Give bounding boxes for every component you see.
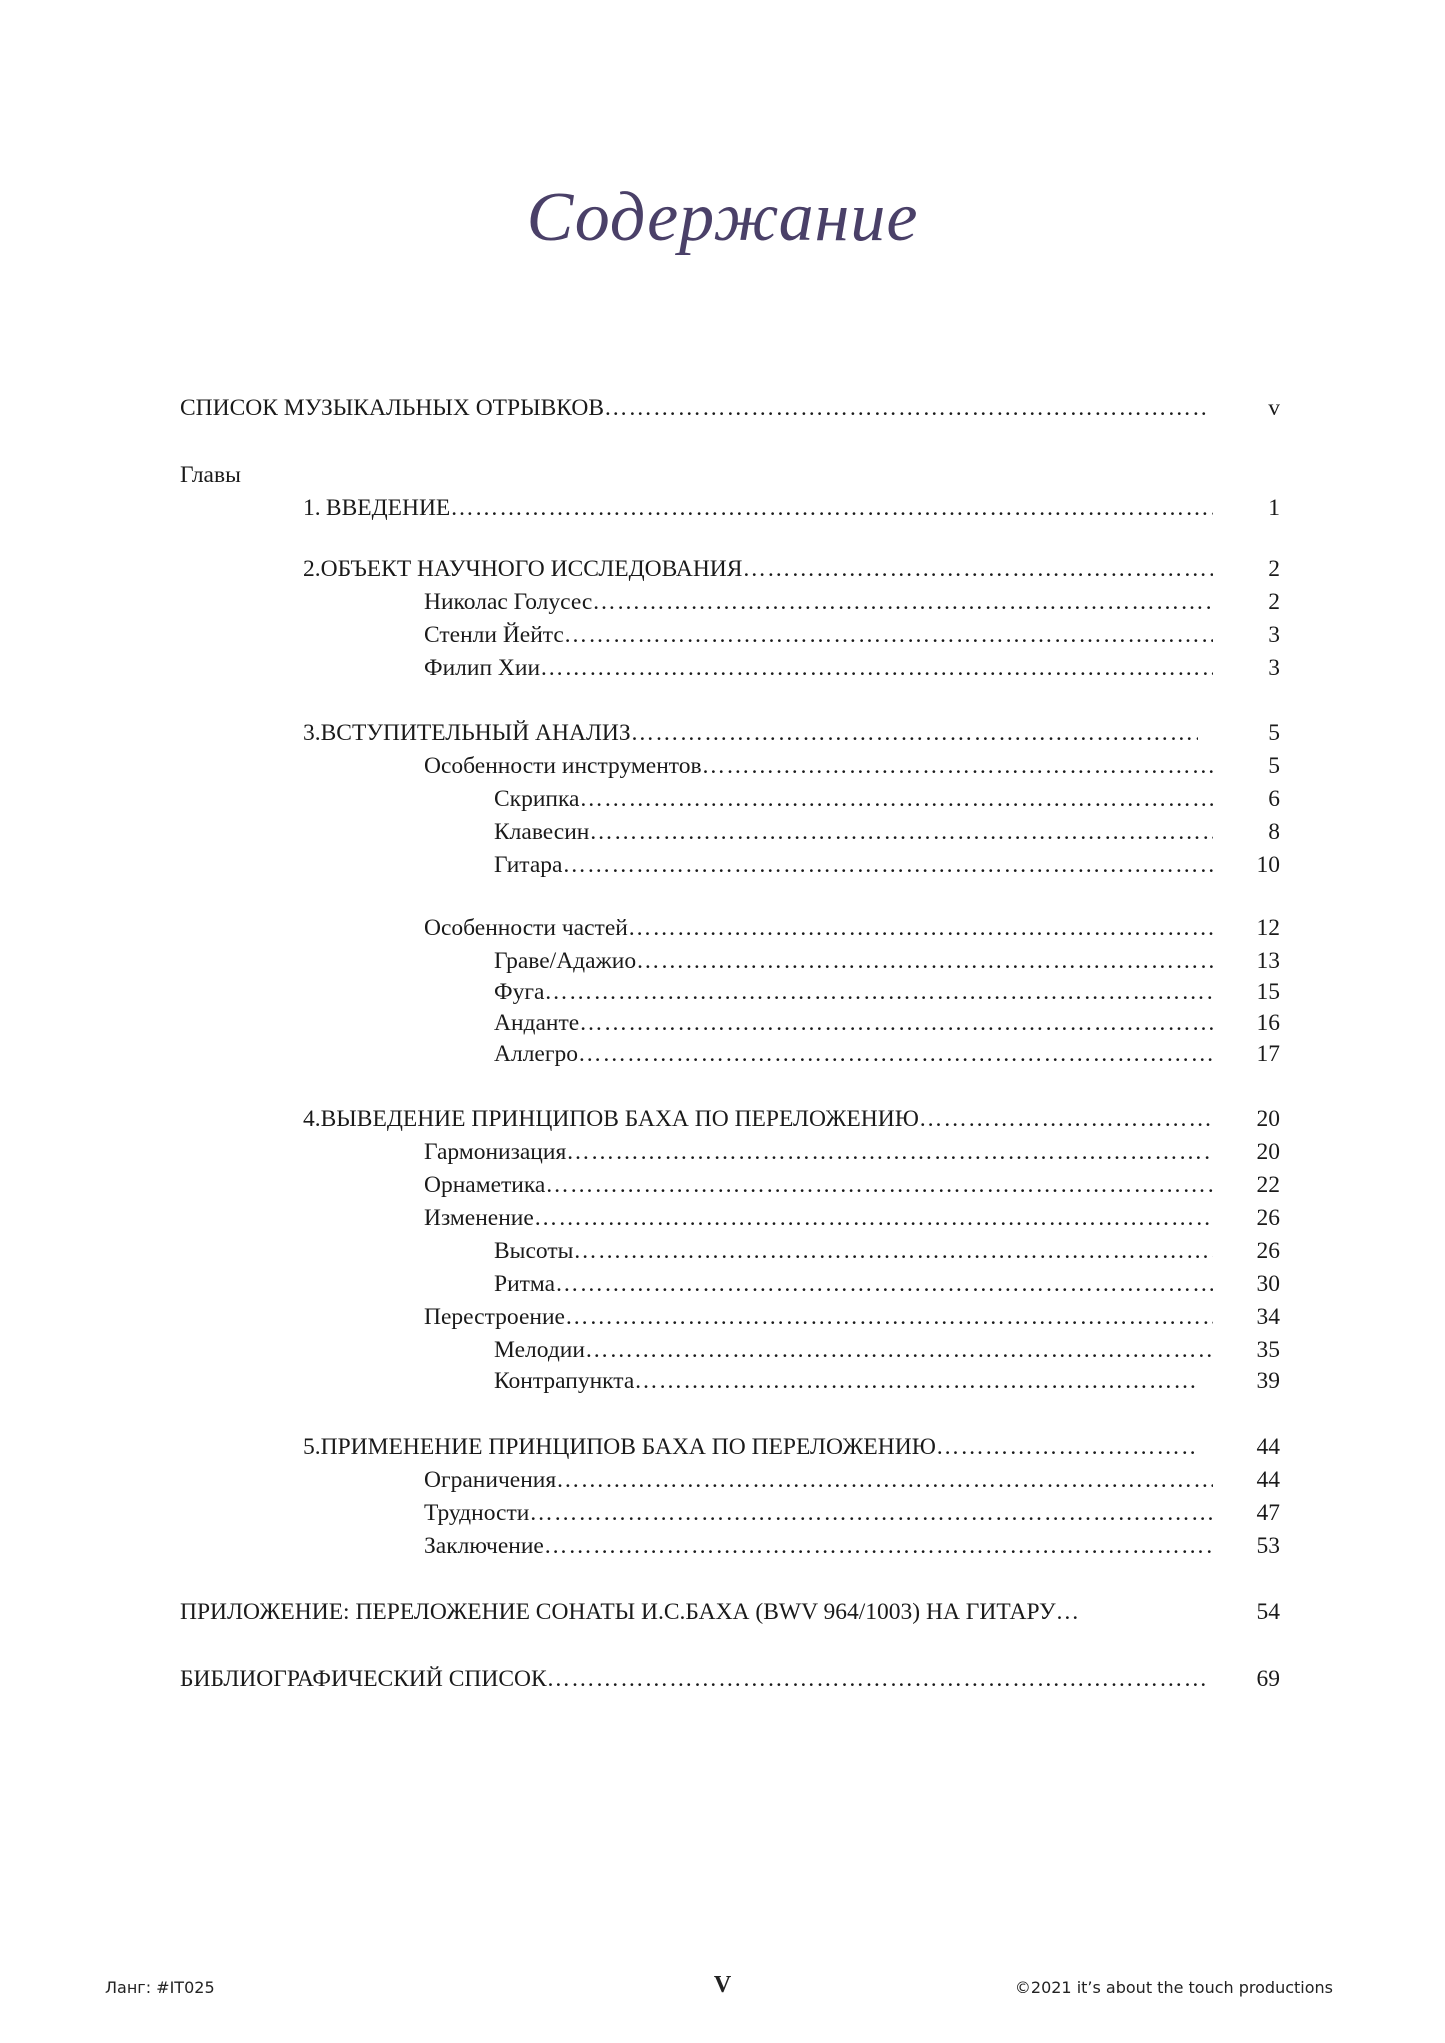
leader-dots — [545, 1170, 1213, 1200]
leader-dots — [636, 946, 1213, 976]
toc-label: Заключение — [424, 1533, 544, 1559]
toc-label: Стенли Йейтс — [424, 622, 564, 648]
leader-dots — [628, 913, 1213, 943]
leader-dots — [589, 817, 1213, 847]
toc-label: Контрапункта — [494, 1368, 635, 1394]
toc-entry-yates[interactable] — [424, 620, 1213, 650]
leader-dots — [565, 1302, 1213, 1332]
toc-label: ВВЕДЕНИЕ — [325, 495, 451, 521]
leader-dots — [592, 587, 1213, 617]
toc-entry-chapter-1[interactable] — [303, 493, 1213, 523]
toc-page-number: 2 — [1268, 556, 1280, 582]
toc-label: Гармонизация — [424, 1139, 567, 1165]
toc-label: Орнаметика — [424, 1172, 546, 1198]
toc-page-number: 8 — [1268, 819, 1280, 845]
toc-page-number: 2 — [1268, 589, 1280, 615]
leader-dots — [534, 1203, 1213, 1233]
footer-page-number: V — [713, 1972, 732, 1998]
toc-entry-allegro[interactable] — [494, 1039, 1213, 1069]
toc-page-number: 47 — [1256, 1500, 1280, 1526]
toc-entry-hii[interactable] — [424, 653, 1213, 683]
toc-page-number: 30 — [1256, 1271, 1280, 1297]
toc-page-number: 16 — [1256, 1010, 1280, 1036]
toc-label: Трудности — [424, 1500, 530, 1526]
leader-dots — [564, 620, 1213, 650]
toc-label: Граве/Адажио — [494, 948, 637, 974]
toc-entry-instrument-features[interactable] — [424, 751, 1213, 781]
page-title: Содержание — [526, 179, 919, 256]
chapter-number: 4. — [303, 1106, 321, 1132]
toc-entry-list-of-examples[interactable] — [180, 393, 1210, 423]
chapter-number: 1. — [303, 495, 321, 521]
footer-copyright: ©2021 it’s about the touch productions — [1014, 1978, 1333, 1997]
toc-page-number: 15 — [1256, 979, 1280, 1005]
toc-page-number: 54 — [1256, 1599, 1280, 1625]
toc-label: Аллегро — [494, 1041, 578, 1067]
toc-entry-movement-features[interactable] — [424, 913, 1213, 943]
toc-label: Ограничения — [424, 1467, 557, 1493]
toc-entry-chapter-3[interactable] — [303, 718, 1198, 748]
leader-dots — [604, 393, 1210, 423]
toc-page-number: 69 — [1256, 1666, 1280, 1692]
toc-page-number: 17 — [1256, 1041, 1280, 1067]
toc-label: Скрипка — [494, 786, 580, 812]
toc-entry-difficulties[interactable] — [424, 1498, 1213, 1528]
leader-dots — [544, 1531, 1213, 1561]
toc-entry-fugue[interactable] — [494, 977, 1213, 1007]
toc-entry-pitch[interactable] — [494, 1236, 1213, 1266]
leader-dots — [585, 1335, 1213, 1365]
leader-dots — [702, 751, 1213, 781]
toc-entry-violin[interactable] — [494, 784, 1213, 814]
toc-entry-appendix[interactable] — [180, 1597, 1215, 1627]
toc-label: Мелодии — [494, 1337, 585, 1363]
toc-label: Клавесин — [494, 819, 590, 845]
toc-label: ОБЪЕКТ НАУЧНОГО ИССЛЕДОВАНИЯ — [320, 556, 743, 582]
toc-entry-restructuring[interactable] — [424, 1302, 1213, 1332]
leader-dots — [579, 1008, 1213, 1038]
leader-dots — [562, 850, 1213, 880]
leader-dots — [529, 1498, 1213, 1528]
leader-dots — [555, 1269, 1213, 1299]
toc-page-number: 13 — [1256, 948, 1280, 974]
toc-label: Высоты — [494, 1238, 574, 1264]
toc-entry-ornamentation[interactable] — [424, 1170, 1213, 1200]
toc-page-number: 44 — [1256, 1467, 1280, 1493]
toc-page-number: 26 — [1256, 1238, 1280, 1264]
toc-label: ВЫВЕДЕНИЕ ПРИНЦИПОВ БАХА ПО ПЕРЕЛОЖЕНИЮ — [320, 1106, 919, 1132]
toc-entry-bibliography[interactable] — [180, 1664, 1210, 1694]
toc-entry-alteration[interactable] — [424, 1203, 1213, 1233]
leader-dots — [547, 1664, 1210, 1694]
toc-label: Николас Голусес — [424, 589, 593, 615]
leader-dots — [573, 1236, 1213, 1266]
toc-label: Особенности инструментов — [424, 753, 702, 779]
toc-label: БИБЛИОГРАФИЧЕСКИЙ СПИСОК — [180, 1666, 547, 1692]
toc-page-number: 5 — [1268, 753, 1280, 779]
toc-page-number: 26 — [1256, 1205, 1280, 1231]
toc-page-number: 3 — [1268, 622, 1280, 648]
toc-label: Анданте — [494, 1010, 580, 1036]
leader-dots — [936, 1432, 1198, 1462]
toc-entry-chapter-5[interactable] — [303, 1432, 1198, 1462]
toc-label: СПИСОК МУЗЫКАЛЬНЫХ ОТРЫВКОВ — [180, 395, 604, 421]
toc-entry-harpsichord[interactable] — [494, 817, 1213, 847]
toc-page-number: 22 — [1256, 1172, 1280, 1198]
toc-entry-guitar[interactable] — [494, 850, 1213, 880]
toc-entry-rhythm[interactable] — [494, 1269, 1213, 1299]
leader-dots — [566, 1137, 1213, 1167]
toc-label: ПРИЛОЖЕНИЕ: ПЕРЕЛОЖЕНИЕ СОНАТЫ И.С.БАХА (BWV 964/1003) НА ГИТАРУ… — [180, 1599, 1080, 1625]
toc-entry-counterpoint[interactable] — [494, 1366, 1199, 1396]
toc-page-number: 12 — [1256, 915, 1280, 941]
leader-dots — [919, 1104, 1213, 1134]
toc-label: ПРИМЕНЕНИЕ ПРИНЦИПОВ БАХА ПО ПЕРЕЛОЖЕНИЮ — [320, 1434, 936, 1460]
toc-label: Ритма — [494, 1271, 556, 1297]
leader-dots — [631, 718, 1198, 748]
toc-label: Особенности частей — [424, 915, 628, 941]
leader-dots — [450, 493, 1213, 523]
leader-dots — [580, 784, 1214, 814]
toc-entry-chapter-2[interactable] — [303, 554, 1213, 584]
toc-page-number: 1 — [1268, 495, 1280, 521]
toc-label: Гитара — [494, 852, 563, 878]
toc-page-number: 3 — [1268, 655, 1280, 681]
toc-label: ВСТУПИТЕЛЬНЫЙ АНАЛИЗ — [320, 720, 631, 746]
toc-entry-harmonization[interactable] — [424, 1137, 1213, 1167]
leader-dots — [634, 1366, 1199, 1396]
chapter-number: 3. — [303, 720, 321, 746]
footer-document-id: Ланг: #IT025 — [105, 1978, 215, 1997]
toc-page-number: 53 — [1256, 1533, 1280, 1559]
leader-dots — [742, 554, 1213, 584]
toc-entry-andante[interactable] — [494, 1008, 1213, 1038]
toc-page-number: 20 — [1256, 1139, 1280, 1165]
toc-label: Перестроение — [424, 1304, 565, 1330]
chapter-number: 5. — [303, 1434, 321, 1460]
toc-entry-melody[interactable] — [494, 1335, 1213, 1365]
toc-page-number: v — [1268, 395, 1280, 421]
toc-page-number: 20 — [1256, 1106, 1280, 1132]
toc-page-number: 5 — [1268, 720, 1280, 746]
leader-dots — [578, 1039, 1213, 1069]
toc-page-number: 6 — [1268, 786, 1280, 812]
leader-dots — [540, 653, 1213, 683]
toc-entry-conclusion[interactable] — [424, 1531, 1213, 1561]
toc-label: Фуга — [494, 979, 545, 1005]
toc-page-number: 34 — [1256, 1304, 1280, 1330]
leader-dots — [544, 977, 1213, 1007]
leader-dots — [556, 1465, 1213, 1495]
toc-page-number: 10 — [1256, 852, 1280, 878]
toc-label: Изменение — [424, 1205, 534, 1231]
toc-label: Филип Хии — [424, 655, 541, 681]
toc-entry-limitations[interactable] — [424, 1465, 1213, 1495]
toc-entry-chapter-4[interactable] — [303, 1104, 1213, 1134]
toc-entry-grave-adagio[interactable] — [494, 946, 1213, 976]
chapter-number: 2. — [303, 556, 321, 582]
toc-page-number: 39 — [1256, 1368, 1280, 1394]
toc-page-number: 35 — [1256, 1337, 1280, 1363]
toc-entry-golouses[interactable] — [424, 587, 1213, 617]
toc-page-number: 44 — [1256, 1434, 1280, 1460]
chapters-heading: Главы — [180, 462, 241, 488]
